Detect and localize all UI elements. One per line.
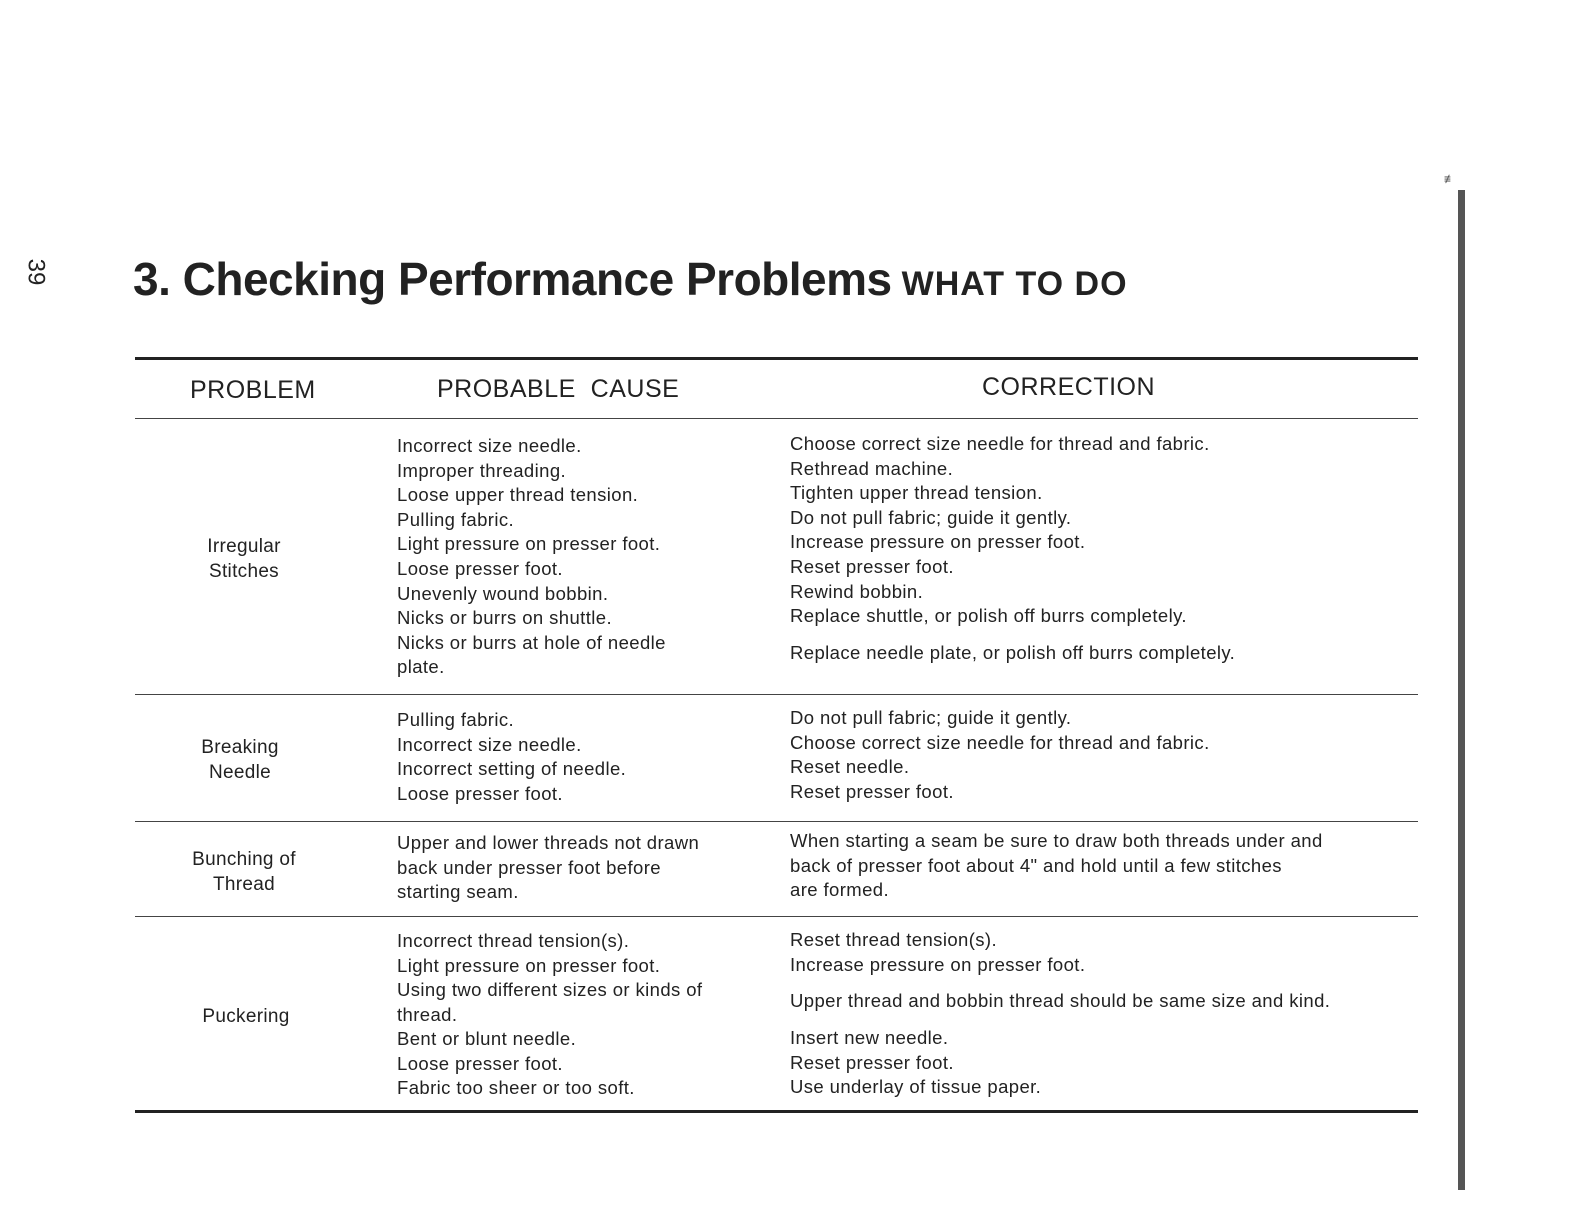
cause-list bbox=[397, 831, 747, 905]
correction-item: Reset needle. bbox=[790, 756, 910, 778]
cause-item: Nicks or burrs on shuttle. bbox=[397, 607, 613, 629]
problem-line: Irregular bbox=[207, 536, 281, 557]
correction-item: back of presser foot about 4" and hold until a few stitches bbox=[790, 854, 1282, 876]
correction-list bbox=[790, 829, 1410, 903]
page-edge-bar bbox=[1458, 190, 1465, 1190]
correction-item: Do not pull fabric; guide it gently. bbox=[790, 506, 1072, 528]
correction-item: Choose correct size needle for thread and fabric. bbox=[790, 433, 1210, 454]
correction-item: Reset thread tension(s). bbox=[790, 929, 998, 950]
correction-item: Replace needle plate, or polish off burrs completely. bbox=[790, 641, 1236, 663]
title-subtitle: WHAT TO DO bbox=[901, 265, 1128, 303]
cause-item: Light pressure on presser foot. bbox=[397, 533, 661, 555]
cause-item: Incorrect thread tension(s). bbox=[397, 930, 630, 951]
correction-list bbox=[790, 706, 1410, 804]
cause-item: back under presser foot before bbox=[397, 856, 661, 878]
row-divider bbox=[135, 694, 1418, 695]
binding-mark-icon: ≢ bbox=[1444, 172, 1456, 186]
cause-item: Loose presser foot. bbox=[397, 557, 563, 579]
cause-item: Pulling fabric. bbox=[397, 709, 515, 730]
problem-label bbox=[134, 847, 354, 897]
cause-item: Incorrect setting of needle. bbox=[397, 758, 627, 780]
correction-list bbox=[790, 928, 1410, 1100]
cause-item: Fabric too sheer or too soft. bbox=[397, 1077, 635, 1099]
correction-item: Choose correct size needle for thread and fabric. bbox=[790, 731, 1210, 753]
problem-line: Bunching of bbox=[192, 849, 296, 870]
cause-item: Loose presser foot. bbox=[397, 1052, 563, 1074]
correction-list bbox=[790, 432, 1410, 678]
correction-item: Tighten upper thread tension. bbox=[790, 482, 1043, 504]
cause-item: Light pressure on presser foot. bbox=[397, 954, 661, 976]
correction-item: Rethread machine. bbox=[790, 457, 954, 479]
correction-item: Increase pressure on presser foot. bbox=[790, 953, 1086, 975]
cause-list bbox=[397, 708, 727, 806]
row-divider bbox=[135, 916, 1418, 917]
cause-item: Using two different sizes or kinds of thread. bbox=[397, 979, 703, 1025]
column-header-problem: PROBLEM bbox=[190, 376, 316, 404]
cause-list bbox=[397, 929, 732, 1101]
cause-item: Pulling fabric. bbox=[397, 508, 515, 530]
problem-line: Needle bbox=[208, 762, 271, 783]
correction-item: are formed. bbox=[790, 879, 889, 901]
page-title bbox=[133, 252, 1128, 306]
cause-item: Unevenly wound bobbin. bbox=[397, 582, 609, 604]
problem-label bbox=[134, 534, 354, 584]
correction-item: Do not pull fabric; guide it gently. bbox=[790, 707, 1072, 728]
cause-item: Incorrect size needle. bbox=[397, 733, 582, 755]
correction-item: Use underlay of tissue paper. bbox=[790, 1076, 1042, 1098]
correction-item: Rewind bobbin. bbox=[790, 580, 924, 602]
cause-item: Improper threading. bbox=[397, 459, 567, 481]
correction-item: Upper thread and bobbin thread should be same size and kind. bbox=[790, 990, 1331, 1012]
cause-item: Loose presser foot. bbox=[397, 782, 563, 804]
column-header-cause: PROBABLE CAUSE bbox=[437, 375, 680, 403]
table-bottom-rule bbox=[135, 1110, 1418, 1113]
correction-item: Increase pressure on presser foot. bbox=[790, 531, 1086, 553]
correction-item: Insert new needle. bbox=[790, 1027, 949, 1049]
cause-item: Bent or blunt needle. bbox=[397, 1028, 577, 1050]
correction-item: Reset presser foot. bbox=[790, 1051, 954, 1073]
table-top-rule bbox=[135, 357, 1418, 360]
cause-item: Upper and lower threads not drawn bbox=[397, 832, 700, 853]
problem-line: Puckering bbox=[202, 1006, 290, 1027]
correction-item: Reset presser foot. bbox=[790, 780, 954, 802]
cause-item: Incorrect size needle. bbox=[397, 435, 582, 456]
cause-item: Loose upper thread tension. bbox=[397, 484, 639, 506]
problem-line: Stitches bbox=[209, 561, 279, 582]
cause-item: starting seam. bbox=[397, 881, 519, 903]
problem-label bbox=[130, 735, 350, 785]
title-main: 3. Checking Performance Problems bbox=[133, 253, 892, 305]
correction-item: When starting a seam be sure to draw both threads under and bbox=[790, 830, 1323, 851]
cause-list bbox=[397, 434, 727, 680]
column-header-correction: CORRECTION bbox=[982, 373, 1156, 401]
row-divider bbox=[135, 821, 1418, 822]
problem-line: Breaking bbox=[201, 737, 279, 758]
correction-item: Replace shuttle, or polish off burrs completely. bbox=[790, 605, 1187, 627]
header-rule bbox=[135, 418, 1418, 419]
problem-line: Thread bbox=[212, 874, 275, 895]
problem-label bbox=[136, 1004, 356, 1029]
cause-item: Nicks or burrs at hole of needle plate. bbox=[397, 631, 666, 678]
correction-item: Reset presser foot. bbox=[790, 555, 954, 577]
page-number: 39 bbox=[22, 258, 50, 286]
